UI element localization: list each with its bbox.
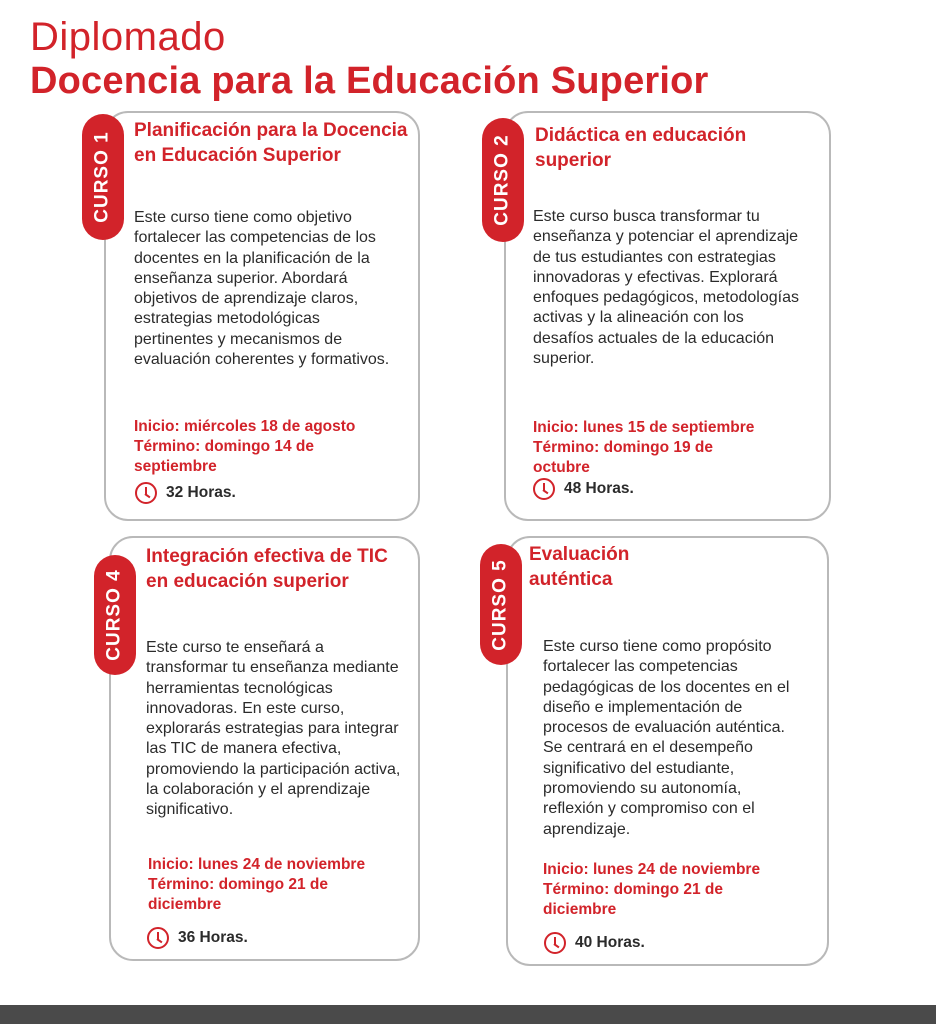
course-hours-label: 36 Horas. bbox=[178, 929, 248, 946]
header-eyebrow: Diplomado bbox=[30, 15, 226, 59]
course-title-4: Integración efectiva de TIC en educación superior bbox=[146, 546, 388, 592]
course-tab-5 bbox=[480, 544, 522, 665]
clock-icon bbox=[135, 482, 157, 504]
header bbox=[30, 14, 709, 102]
course-description-1: Este curso tiene como objetivo fortalecer las competencias de los docentes en la planificación de la enseñanza superior. Abordará objetivos de aprendizaje claros, estrategias metodológicas pertinentes y mecanismos de evaluación coherentes y formativos. bbox=[134, 209, 390, 369]
course-tab-2 bbox=[482, 118, 524, 242]
course-start-4: Inicio: lunes 24 de noviembre bbox=[148, 856, 366, 873]
course-description-4: Este curso te enseñará a transformar tu enseñanza mediante herramientas tecnológicas innovadoras. En este curso, explorarás estrategias para integrar las TIC de manera efectiva, promoviendo la participación activa, la colaboración y el aprendizaje significativo. bbox=[146, 639, 401, 819]
course-tab-1 bbox=[82, 114, 124, 240]
course-hours-label: 32 Horas. bbox=[166, 484, 236, 501]
course-description-5: Este curso tiene como propósito fortalecer las competencias pedagógicas de los docentes en el diseño e implementación de procesos de evaluación auténtica. Se centrará en el desempeño significativo del estudiante, promoviendo su autonomía, reflexión y compromiso con el aprendizaje. bbox=[543, 638, 790, 838]
course-start-1: Inicio: miércoles 18 de agosto bbox=[134, 418, 356, 435]
course-description-2: Este curso busca transformar tu enseñanza y potenciar el aprendizaje de tus estudiantes con estrategias innovadoras y efectivas. Explorará enfoques pedagógicos, metodologías activas y la alineación con los desafíos actuales de la educación superior. bbox=[533, 208, 799, 368]
footer-bar bbox=[0, 1005, 936, 1024]
course-end-2: Término: domingo 19 de octubre bbox=[533, 439, 713, 476]
course-hours-label: 40 Horas. bbox=[575, 934, 645, 951]
course-tab-label: CURSO 1 bbox=[92, 131, 113, 223]
course-start-5: Inicio: lunes 24 de noviembre bbox=[543, 861, 761, 878]
course-end-5: Término: domingo 21 de diciembre bbox=[543, 881, 723, 918]
course-hours-1 bbox=[135, 482, 236, 504]
course-title-2: Didáctica en educación superior bbox=[535, 125, 747, 171]
course-end-4: Término: domingo 21 de diciembre bbox=[148, 876, 328, 913]
course-tab-label: CURSO 4 bbox=[104, 569, 125, 661]
course-tab-label: CURSO 2 bbox=[492, 134, 513, 226]
course-tab-4 bbox=[94, 555, 136, 675]
clock-icon bbox=[544, 932, 566, 954]
course-title-1: Planificación para la Docencia en Educación Superior bbox=[134, 120, 408, 166]
course-hours-label: 48 Horas. bbox=[564, 480, 634, 497]
clock-icon bbox=[147, 927, 169, 949]
course-start-2: Inicio: lunes 15 de septiembre bbox=[533, 419, 755, 436]
course-hours-2 bbox=[533, 478, 634, 500]
clock-icon bbox=[533, 478, 555, 500]
page-title: Docencia para la Educación Superior bbox=[30, 60, 709, 102]
course-title-5: Evaluación auténtica bbox=[529, 544, 630, 590]
course-hours-5 bbox=[544, 932, 645, 954]
course-hours-4 bbox=[147, 927, 248, 949]
course-tab-label: CURSO 5 bbox=[490, 558, 511, 651]
course-end-1: Término: domingo 14 de septiembre bbox=[134, 438, 314, 475]
